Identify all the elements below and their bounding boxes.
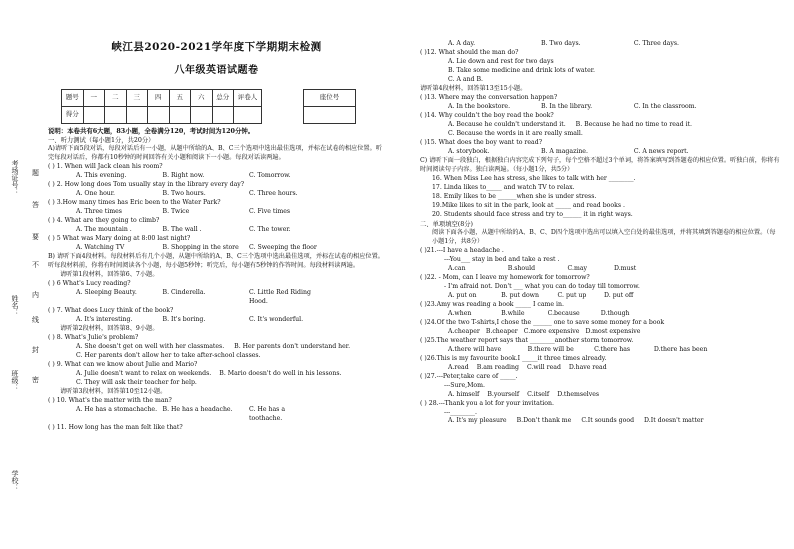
seal-char: 要 <box>32 233 39 241</box>
question: ( ) 28.---Thank you a lot for your invitation. <box>420 399 554 407</box>
option: C. Three days. <box>633 40 680 47</box>
options <box>48 316 385 325</box>
question: ( ) 7. What does Lucy think of the book? <box>48 306 174 314</box>
options <box>420 364 780 373</box>
option: D.though <box>600 309 630 317</box>
option: C.itself <box>527 390 550 398</box>
option: A. He has a stomachache. <box>76 405 158 413</box>
question: ( ) 11. How long has the man felt like that? <box>48 423 183 431</box>
exam-subtitle: 八年级英语试题卷 <box>174 65 259 77</box>
score-cell[interactable] <box>126 106 148 123</box>
option: B. Because he had no time to read it. <box>575 120 693 128</box>
score-header: 六 <box>191 89 213 106</box>
option: B. Two hours. <box>162 190 206 198</box>
seal-char: 密 <box>32 376 39 384</box>
option: C. They will ask their teacher for help. <box>76 378 197 386</box>
option: C. He has a toothache. <box>249 405 286 422</box>
fill-sentence: 20. Students should face stress and try to______ it in right ways. <box>432 210 633 218</box>
option: A.read <box>448 363 469 371</box>
options <box>420 103 780 112</box>
score-cell[interactable] <box>234 106 262 123</box>
options <box>420 292 780 301</box>
option: C. A and B. <box>448 75 483 83</box>
option: A. himself <box>448 390 480 398</box>
option: D.have read <box>568 363 607 371</box>
question: ( ) 1. When will Jack clean his room? <box>48 163 163 171</box>
option: B.cheaper <box>485 327 518 335</box>
score-area <box>48 89 385 126</box>
option: A. Lie down and rest for two days <box>448 57 554 65</box>
options <box>48 226 385 235</box>
options <box>48 343 385 352</box>
question: ( )25.The weather report says that ________another storm tomorrow. <box>420 336 634 344</box>
section-instructions: 阅读下面各小题，从题中所给的A、B、C、D四个选项中选出可以填入空白处的最佳选项，并将其填到答题卷的相应位置。（每小题1分，共8分） <box>432 228 776 245</box>
option: B. Twice <box>162 208 190 216</box>
options <box>420 417 780 426</box>
question: ( )24.Of the two T-shirts,I chose the ______ one to save some money for a book <box>420 318 665 326</box>
score-header: 题号 <box>62 89 84 106</box>
option: D.It doesn't matter <box>644 417 704 425</box>
section-heading: 一、听力测试（每小题1分，共20分） <box>48 137 155 144</box>
option: B. Take some medicine and drink lots of water. <box>448 66 596 74</box>
score-header: 评卷人 <box>234 89 262 106</box>
seal-char: 内 <box>32 291 39 299</box>
seat-table <box>303 89 356 124</box>
option: B.am reading <box>476 363 519 371</box>
option: C. A news report. <box>633 147 689 155</box>
score-cell[interactable] <box>83 106 105 123</box>
seal-char: 答 <box>32 201 39 209</box>
option: B. Right now. <box>162 172 205 180</box>
option: A. storybook. <box>448 147 490 155</box>
score-cell[interactable] <box>169 106 191 123</box>
option: C.there has <box>594 345 631 353</box>
option: A. Julie doesn't want to relax on weekends. <box>76 369 212 377</box>
score-header: 五 <box>169 89 191 106</box>
question: ( ) 4. What are they going to climb? <box>48 217 160 224</box>
option: C.may <box>567 264 588 272</box>
option: C.will read <box>526 363 561 371</box>
options <box>420 346 780 355</box>
class-label: 班级： <box>11 370 19 391</box>
score-cell[interactable] <box>212 106 234 123</box>
option: A. Three times <box>76 208 122 216</box>
score-cell[interactable] <box>191 106 213 123</box>
listen-instruction: 请听第3段材料，回答第10至12小题。 <box>60 387 167 395</box>
question: ( )26.This is my favourite book.I _____it three times already. <box>420 354 607 362</box>
score-header: 一 <box>83 89 105 106</box>
options <box>48 172 385 181</box>
fill-sentence: 19.Mike likes to sit in the park, look at _____ and read books . <box>432 201 625 209</box>
score-cell[interactable] <box>105 106 127 123</box>
option: C. Her parents don't allow her to take after-school classes. <box>76 351 261 359</box>
option: A. Because he couldn't understand it. <box>448 120 566 128</box>
seal-char: 不 <box>32 261 39 269</box>
options <box>48 190 385 199</box>
question: ( )14. Why couldn't the boy read the book? <box>420 111 554 119</box>
fill-sentence: 16. When Miss Lee has stress, she likes to talk with her ________. <box>432 174 636 182</box>
options <box>420 391 780 400</box>
question: ( ) 5 What was Mary doing at 8:00 last night? <box>48 234 191 242</box>
option: A. A day. <box>448 40 476 47</box>
score-row-label: 得分 <box>62 106 84 123</box>
seal-char: 线 <box>32 316 39 324</box>
option: C. Three hours. <box>249 190 298 198</box>
question-line: ---You___ stay in bed and take a rest . <box>444 255 560 263</box>
question: ( )23.Amy was reading a book _____ I came in. <box>420 300 564 308</box>
option: D. put off <box>604 291 634 299</box>
option: C. put up <box>557 291 587 299</box>
name-label: 姓名： <box>11 295 19 316</box>
options <box>48 244 385 253</box>
option: B. A magazine. <box>540 147 588 155</box>
option: C. Five times <box>249 208 291 216</box>
question-line: - I'm afraid not. Don't ___ what you can do today till tomorrow. <box>444 282 640 290</box>
section-instructions: B) 请听下面4段材料。每段材料后有几个小题，从题中所给的A、B、C三个选项中选出最佳选项，并标在试卷的相应位置。听每段材料前，你将有时间阅读各个小题，每小题5秒钟；听完后，每小题有5秒钟的作答时间。每段材料读两遍。 <box>48 252 384 269</box>
question: ( )15. What does the boy want to read? <box>420 138 543 146</box>
option: B.yourself <box>487 390 520 398</box>
option: B. The wall . <box>162 225 202 233</box>
exam-title: 峡江县2020-2021学年度下学期期末检测 <box>111 41 322 53</box>
options <box>420 310 780 319</box>
section-instructions: C) 请听下面一段独白，根据独白内容完成下列句子，每个空格不超过3个单词，将答案填写到答题卷的相应位置。听独白前，你将有时间阅读句子内容。独白读两遍。（每小题1分，共5分） <box>420 156 780 173</box>
option: A. put on <box>448 291 477 299</box>
question: ( )22. - Mom, can I leave my homework for tomorrow? <box>420 273 590 281</box>
seat-label: 座位号 <box>304 89 356 106</box>
option: A. The mountain . <box>76 225 132 233</box>
section-heading: 二、单项填空(8分) <box>420 220 473 228</box>
right-column <box>420 40 780 545</box>
question: ( )27.---Peter,take care of _____. <box>420 372 518 380</box>
options <box>48 208 385 217</box>
score-header: 三 <box>126 89 148 106</box>
score-table <box>61 89 262 124</box>
score-header: 四 <box>148 89 170 106</box>
options <box>420 265 780 274</box>
question-line: ---Sure,Mom. <box>444 381 485 389</box>
option: C. Tomorrow. <box>249 172 291 180</box>
options <box>420 148 780 157</box>
option: B. Shopping in the store <box>162 243 239 251</box>
option: A. Sleeping Beauty. <box>76 288 137 296</box>
option: D.must <box>613 264 637 272</box>
score-cell[interactable] <box>148 106 170 123</box>
exam-number-label: 考场证号： <box>11 160 19 195</box>
option: B.Don't thank me <box>516 417 572 425</box>
option: D.there has been <box>653 345 708 353</box>
option: D.most expensive <box>585 327 641 335</box>
option: A.when <box>448 309 472 317</box>
option: B. In the library. <box>540 102 593 110</box>
options <box>420 121 780 130</box>
option: A.cheaper <box>448 327 480 335</box>
question: ( ) 10. What's the matter with the man? <box>48 396 172 404</box>
option: A. It's interesting. <box>76 315 133 323</box>
option: B. Mario doesn't do well in his lessons. <box>219 369 342 377</box>
exam-note: 说明：本卷共有6大题，83小题，全卷满分120，考试时间为120分钟。 <box>48 126 255 135</box>
option: A. One hour. <box>76 190 116 198</box>
fill-sentence: 18. Emily likes to be ______when she is under stress. <box>432 192 597 200</box>
options <box>48 289 385 307</box>
option: C. It's wonderful. <box>249 315 304 323</box>
option: C. The tower. <box>249 225 291 233</box>
option: B. Two days. <box>540 40 581 47</box>
option: C. Sweeping the floor <box>249 243 317 251</box>
listen-instruction: 请听第1段材料，回答第6、7小题。 <box>60 270 159 278</box>
seat-cell[interactable] <box>304 106 356 123</box>
options <box>48 406 385 424</box>
option: C. Little Red Riding Hood. <box>249 288 311 305</box>
school-label: 学校： <box>11 470 19 491</box>
score-header: 二 <box>105 89 127 106</box>
question: ( ) 2. How long does Tom usually stay in the library every day? <box>48 181 245 189</box>
listen-instruction: 请听第2段材料，回答第8、9小题。 <box>60 324 159 332</box>
option: C.more expensive <box>523 327 580 335</box>
listen-instruction: 请听第4段材料，回答第13至15小题。 <box>420 84 527 92</box>
binding-margin <box>8 150 48 510</box>
options <box>420 40 780 49</box>
option: B.should <box>507 264 536 272</box>
question: ( ) 8. What's Julie's problem? <box>48 333 139 341</box>
option: C.It sounds good <box>581 417 635 425</box>
section-instructions: A)请听下面5段对话，每段对话后有一小题，从题中所给的A、B、C三个选项中选出最佳选项，并标在试卷的相应位置。听完每段对话后，你都有10秒钟的时间回答有关小题和阅读下一小题。每段对话读两遍。 <box>48 145 382 162</box>
option: A.there will have <box>448 345 502 353</box>
question: ( )13. Where may the conversation happen? <box>420 93 558 101</box>
left-column <box>48 40 385 545</box>
question: ( ) 3.How many times has Eric been to the Water Park? <box>48 199 221 207</box>
options <box>48 370 385 379</box>
fill-sentence: 17. Linda likes to_____ and watch TV to relax. <box>432 183 575 191</box>
option: B. He has a headache. <box>162 405 233 413</box>
question: ( )21.---I have a headache . <box>420 246 504 254</box>
option: C.because <box>547 309 580 317</box>
option: D.themselves <box>557 390 600 398</box>
seal-char: 题 <box>32 169 39 177</box>
option: B. Cinderella. <box>162 288 206 296</box>
option: A. Watching TV <box>76 243 125 251</box>
option: A. This evening. <box>76 172 127 180</box>
option: A. She doesn't get on well with her classmates. <box>76 342 225 350</box>
score-header: 总分 <box>212 89 234 106</box>
option: A. In the bookstore. <box>448 102 511 110</box>
option: B.there will be <box>527 345 574 353</box>
option: C. In the classroom. <box>633 102 697 110</box>
option: B.while <box>501 309 525 317</box>
option: B. Her parents don't understand her. <box>234 342 351 350</box>
question: ( ) 6 What's Lucy reading? <box>48 279 131 287</box>
options <box>420 328 780 337</box>
question-line: ---________. <box>444 408 477 416</box>
question: ( ) 9. What can we know about Julie and Mario? <box>48 360 198 368</box>
option: B. It's boring. <box>162 315 206 323</box>
option: B. put down <box>501 291 539 299</box>
option: C. Because the words in it are really small. <box>448 129 583 137</box>
option: A. It's my pleasure <box>448 417 507 425</box>
question: ( )12. What should the man do? <box>420 48 519 56</box>
seal-char: 封 <box>32 346 39 354</box>
option: A.can <box>448 264 466 272</box>
